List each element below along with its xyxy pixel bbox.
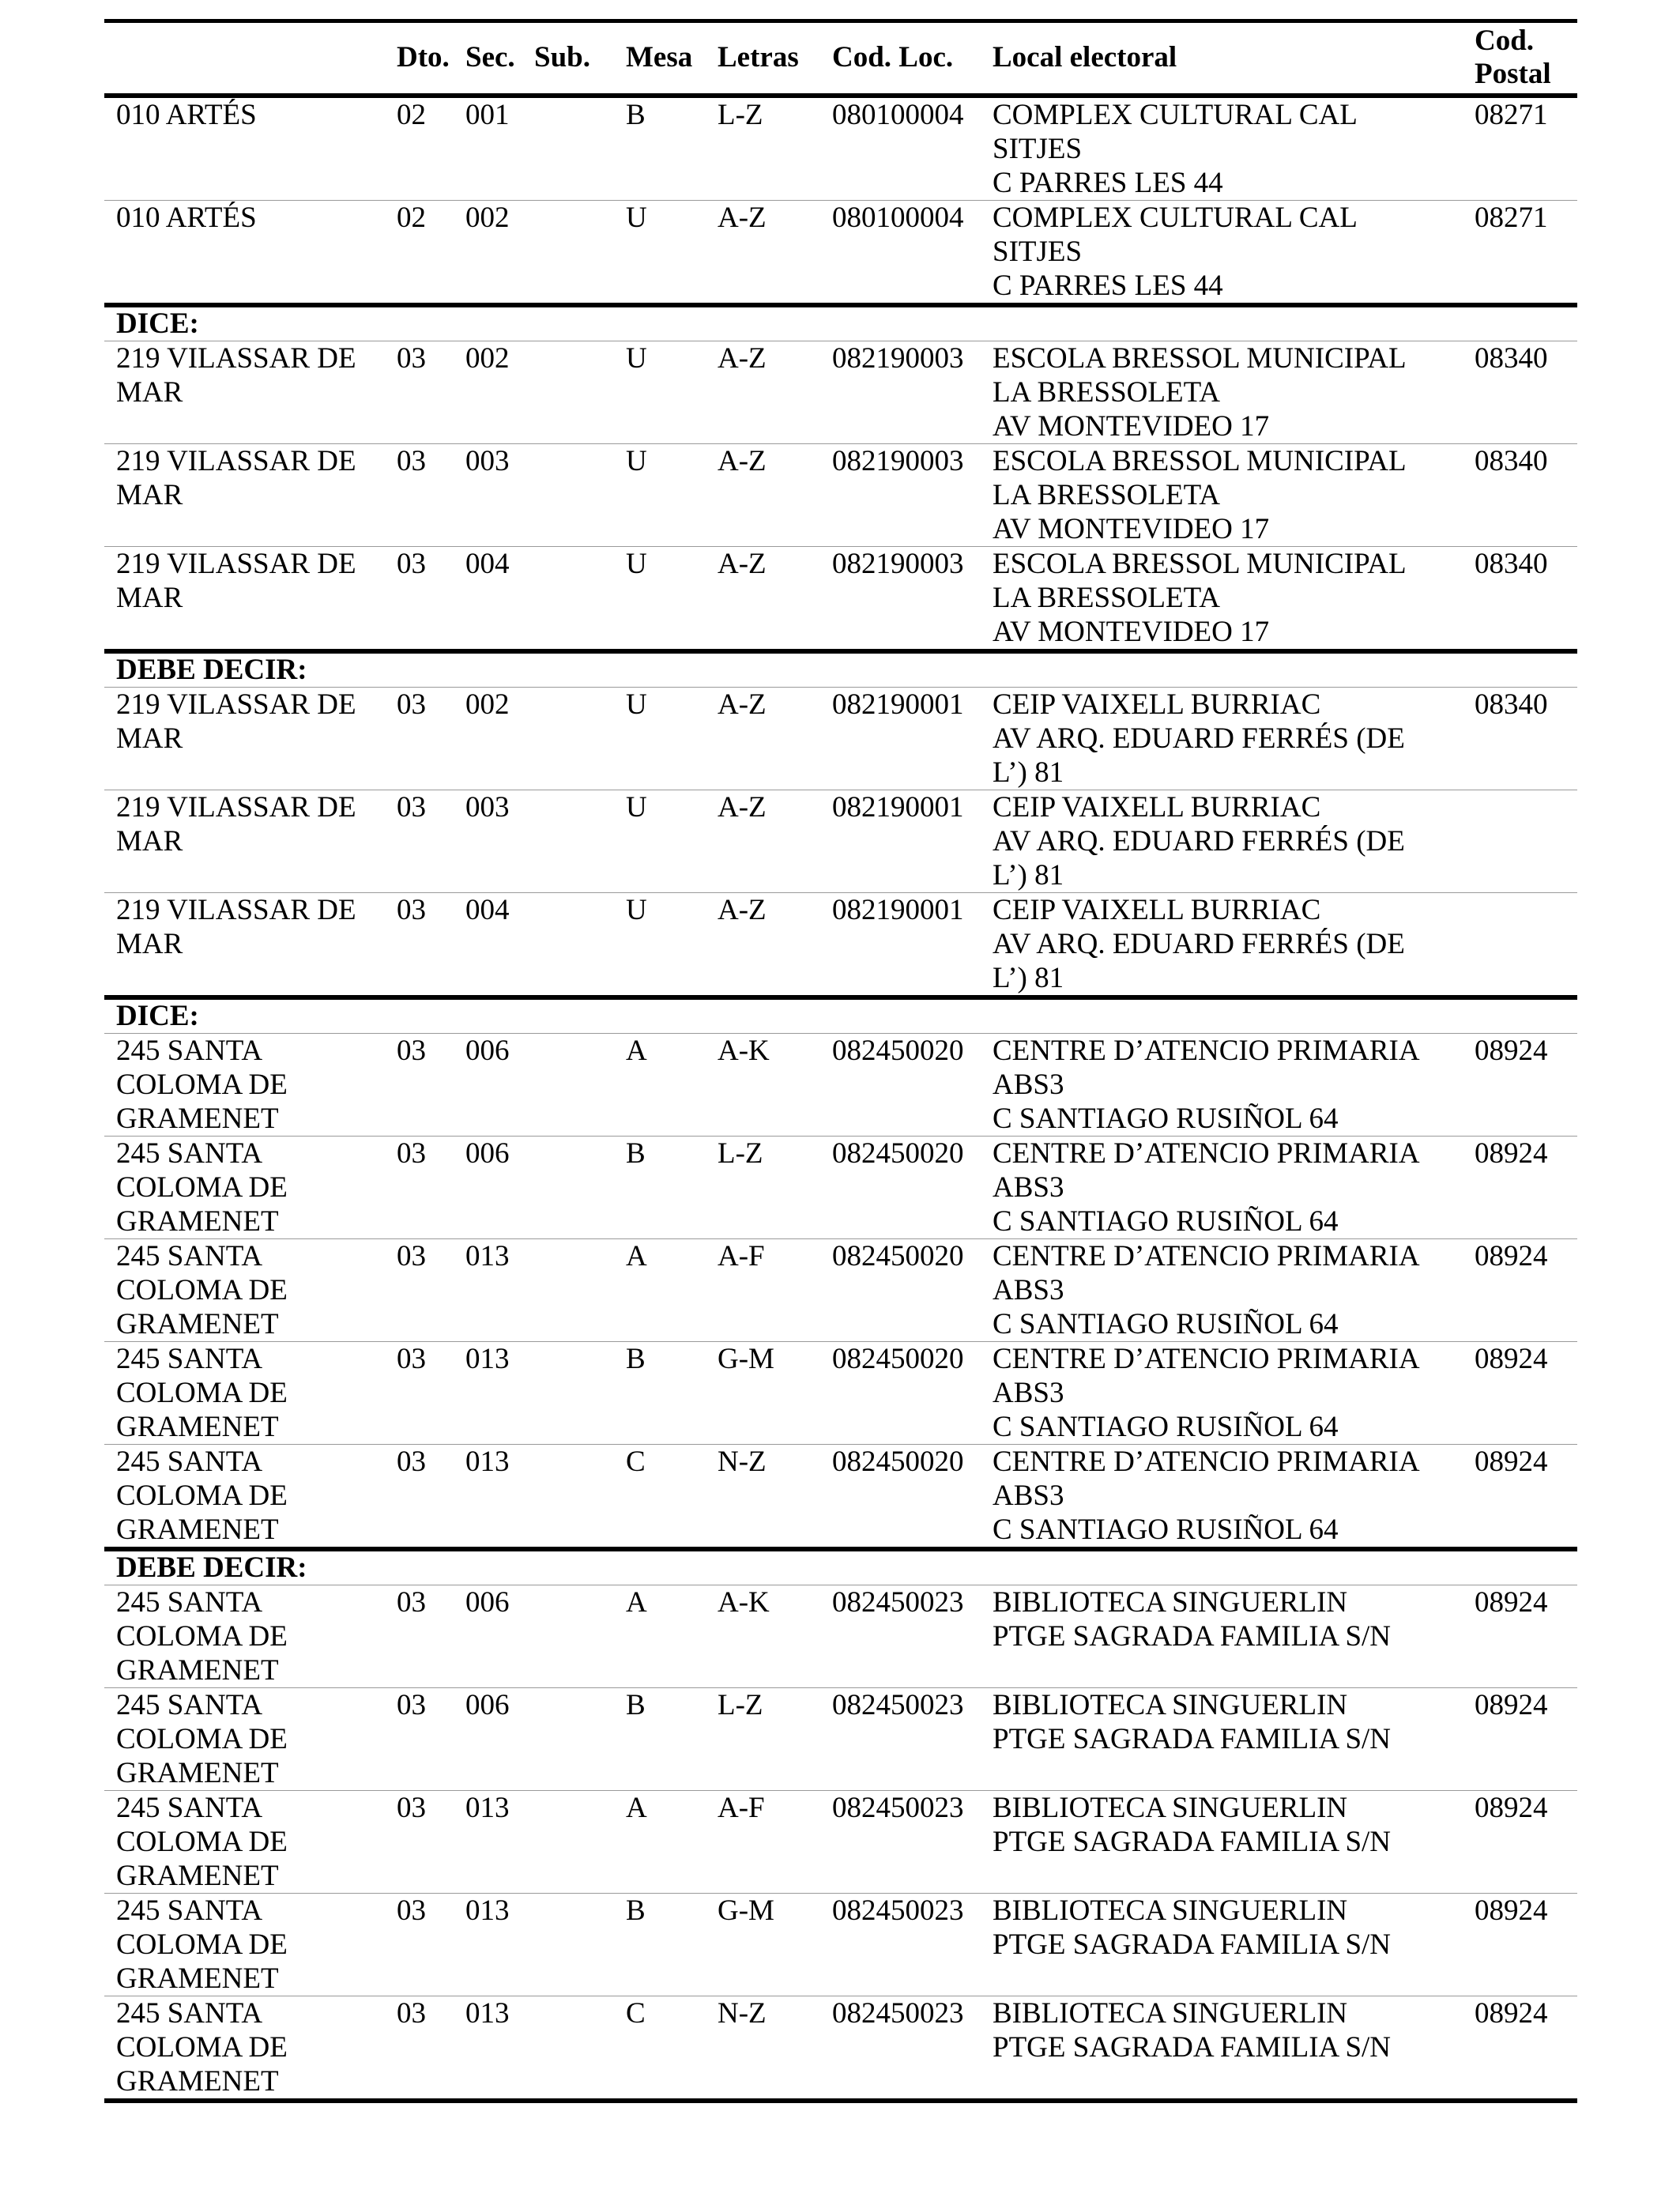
cell-dto: 03 bbox=[385, 1687, 454, 1790]
section-label: DICE: bbox=[104, 997, 1577, 1034]
cell-sec: 006 bbox=[454, 1585, 522, 1687]
cell-sub bbox=[522, 1585, 614, 1687]
cell-local-electoral: CENTRE D’ATENCIO PRIMARIA ABS3 C SANTIAGO RUSIÑOL 64 bbox=[981, 1444, 1463, 1549]
cell-local-electoral: CEIP VAIXELL BURRIAC AV ARQ. EDUARD FERRÉS (DE L’) 81 bbox=[981, 790, 1463, 892]
table-row bbox=[104, 200, 1577, 305]
cell-local-electoral: ESCOLA BRESSOL MUNICIPAL LA BRESSOLETA AV MONTEVIDEO 17 bbox=[981, 341, 1463, 443]
cell-cod-postal: 08924 bbox=[1463, 1585, 1577, 1687]
cell-municipio: 010 ARTÉS bbox=[104, 200, 385, 305]
cell-cod-postal: 08340 bbox=[1463, 687, 1577, 790]
cell-cod-loc: 082450020 bbox=[820, 1238, 981, 1341]
cell-cod-loc: 082450020 bbox=[820, 1033, 981, 1136]
cell-cod-loc: 082190001 bbox=[820, 790, 981, 892]
cell-cod-loc: 082190001 bbox=[820, 687, 981, 790]
cell-dto: 03 bbox=[385, 341, 454, 443]
section-label-row bbox=[104, 305, 1577, 341]
cell-mesa: U bbox=[614, 790, 706, 892]
cell-local-electoral: ESCOLA BRESSOL MUNICIPAL LA BRESSOLETA AV MONTEVIDEO 17 bbox=[981, 546, 1463, 651]
table-row bbox=[104, 1893, 1577, 1996]
cell-municipio: 010 ARTÉS bbox=[104, 96, 385, 201]
table-row bbox=[104, 1585, 1577, 1687]
header-letras: Letras bbox=[706, 21, 820, 96]
cell-municipio: 245 SANTA COLOMA DE GRAMENET bbox=[104, 1687, 385, 1790]
cell-cod-postal: 08271 bbox=[1463, 96, 1577, 201]
table-row bbox=[104, 1790, 1577, 1893]
cell-dto: 03 bbox=[385, 546, 454, 651]
cell-municipio: 219 VILASSAR DE MAR bbox=[104, 687, 385, 790]
cell-mesa: C bbox=[614, 1444, 706, 1549]
cell-local-electoral: ESCOLA BRESSOL MUNICIPAL LA BRESSOLETA AV MONTEVIDEO 17 bbox=[981, 443, 1463, 546]
cell-letras: A-F bbox=[706, 1790, 820, 1893]
cell-municipio: 219 VILASSAR DE MAR bbox=[104, 546, 385, 651]
cell-sub bbox=[522, 687, 614, 790]
cell-cod-loc: 082450020 bbox=[820, 1136, 981, 1238]
cell-mesa: U bbox=[614, 200, 706, 305]
cell-sub bbox=[522, 1136, 614, 1238]
cell-sub bbox=[522, 200, 614, 305]
table-row bbox=[104, 341, 1577, 443]
cell-municipio: 219 VILASSAR DE MAR bbox=[104, 443, 385, 546]
cell-local-electoral: CENTRE D’ATENCIO PRIMARIA ABS3 C SANTIAGO RUSIÑOL 64 bbox=[981, 1136, 1463, 1238]
cell-dto: 03 bbox=[385, 1996, 454, 2101]
cell-dto: 03 bbox=[385, 1893, 454, 1996]
cell-cod-postal: 08924 bbox=[1463, 1136, 1577, 1238]
cell-sec: 002 bbox=[454, 200, 522, 305]
cell-mesa: U bbox=[614, 687, 706, 790]
cell-sub bbox=[522, 1790, 614, 1893]
cell-sec: 006 bbox=[454, 1687, 522, 1790]
cell-local-electoral: BIBLIOTECA SINGUERLIN PTGE SAGRADA FAMILIA S/N bbox=[981, 1893, 1463, 1996]
cell-municipio: 245 SANTA COLOMA DE GRAMENET bbox=[104, 1790, 385, 1893]
cell-dto: 03 bbox=[385, 687, 454, 790]
header-mesa: Mesa bbox=[614, 21, 706, 96]
cell-letras: A-Z bbox=[706, 687, 820, 790]
cell-cod-postal: 08924 bbox=[1463, 1238, 1577, 1341]
table-row bbox=[104, 892, 1577, 997]
cell-cod-loc: 080100004 bbox=[820, 200, 981, 305]
cell-letras: L-Z bbox=[706, 1136, 820, 1238]
cell-sec: 006 bbox=[454, 1136, 522, 1238]
cell-cod-loc: 082450023 bbox=[820, 1585, 981, 1687]
cell-sec: 013 bbox=[454, 1996, 522, 2101]
cell-letras: A-Z bbox=[706, 341, 820, 443]
table-row bbox=[104, 1136, 1577, 1238]
section-label: DEBE DECIR: bbox=[104, 1549, 1577, 1585]
cell-dto: 03 bbox=[385, 892, 454, 997]
cell-letras: A-Z bbox=[706, 892, 820, 997]
cell-letras: N-Z bbox=[706, 1996, 820, 2101]
cell-sub bbox=[522, 546, 614, 651]
cell-cod-postal: 08924 bbox=[1463, 1687, 1577, 1790]
cell-mesa: U bbox=[614, 341, 706, 443]
cell-sec: 013 bbox=[454, 1790, 522, 1893]
cell-sub bbox=[522, 1687, 614, 1790]
cell-letras: A-Z bbox=[706, 443, 820, 546]
cell-letras: A-F bbox=[706, 1238, 820, 1341]
cell-sec: 004 bbox=[454, 892, 522, 997]
table-row bbox=[104, 1444, 1577, 1549]
section-label: DEBE DECIR: bbox=[104, 651, 1577, 688]
cell-sub bbox=[522, 341, 614, 443]
cell-cod-loc: 082190003 bbox=[820, 443, 981, 546]
cell-letras: N-Z bbox=[706, 1444, 820, 1549]
cell-sub bbox=[522, 1341, 614, 1444]
cell-sec: 013 bbox=[454, 1444, 522, 1549]
section-label-row bbox=[104, 651, 1577, 688]
header-sub: Sub. bbox=[522, 21, 614, 96]
cell-municipio: 245 SANTA COLOMA DE GRAMENET bbox=[104, 1996, 385, 2101]
cell-mesa: A bbox=[614, 1033, 706, 1136]
header-local-electoral: Local electoral bbox=[981, 21, 1463, 96]
cell-cod-postal: 08271 bbox=[1463, 200, 1577, 305]
cell-dto: 03 bbox=[385, 1790, 454, 1893]
cell-cod-postal: 08924 bbox=[1463, 1893, 1577, 1996]
cell-local-electoral: CENTRE D’ATENCIO PRIMARIA ABS3 C SANTIAGO RUSIÑOL 64 bbox=[981, 1341, 1463, 1444]
cell-letras: A-Z bbox=[706, 546, 820, 651]
cell-local-electoral: BIBLIOTECA SINGUERLIN PTGE SAGRADA FAMILIA S/N bbox=[981, 1996, 1463, 2101]
cell-mesa: A bbox=[614, 1790, 706, 1893]
cell-cod-postal: 08340 bbox=[1463, 341, 1577, 443]
cell-cod-postal: 08340 bbox=[1463, 443, 1577, 546]
cell-sub bbox=[522, 892, 614, 997]
cell-sub bbox=[522, 96, 614, 201]
cell-cod-loc: 082450023 bbox=[820, 1996, 981, 2101]
cell-cod-loc: 082190001 bbox=[820, 892, 981, 997]
cell-dto: 02 bbox=[385, 200, 454, 305]
cell-mesa: A bbox=[614, 1585, 706, 1687]
header-cod-loc: Cod. Loc. bbox=[820, 21, 981, 96]
cell-municipio: 219 VILASSAR DE MAR bbox=[104, 892, 385, 997]
cell-dto: 03 bbox=[385, 1444, 454, 1549]
table-row bbox=[104, 96, 1577, 201]
cell-sec: 013 bbox=[454, 1893, 522, 1996]
header-sec: Sec. bbox=[454, 21, 522, 96]
cell-dto: 03 bbox=[385, 1585, 454, 1687]
cell-municipio: 245 SANTA COLOMA DE GRAMENET bbox=[104, 1444, 385, 1549]
cell-mesa: B bbox=[614, 1893, 706, 1996]
cell-sec: 004 bbox=[454, 546, 522, 651]
cell-municipio: 245 SANTA COLOMA DE GRAMENET bbox=[104, 1238, 385, 1341]
table-row bbox=[104, 546, 1577, 651]
cell-letras: A-Z bbox=[706, 200, 820, 305]
table-row bbox=[104, 687, 1577, 790]
cell-sec: 003 bbox=[454, 443, 522, 546]
cell-local-electoral: COMPLEX CULTURAL CAL SITJES C PARRES LES 44 bbox=[981, 200, 1463, 305]
cell-letras: A-K bbox=[706, 1033, 820, 1136]
cell-dto: 03 bbox=[385, 1033, 454, 1136]
cell-sub bbox=[522, 1033, 614, 1136]
cell-sec: 013 bbox=[454, 1238, 522, 1341]
cell-local-electoral: BIBLIOTECA SINGUERLIN PTGE SAGRADA FAMILIA S/N bbox=[981, 1585, 1463, 1687]
cell-sub bbox=[522, 1893, 614, 1996]
cell-cod-loc: 082190003 bbox=[820, 341, 981, 443]
cell-mesa: B bbox=[614, 1341, 706, 1444]
table-row bbox=[104, 443, 1577, 546]
cell-local-electoral: CEIP VAIXELL BURRIAC AV ARQ. EDUARD FERRÉS (DE L’) 81 bbox=[981, 687, 1463, 790]
cell-municipio: 219 VILASSAR DE MAR bbox=[104, 790, 385, 892]
table-row bbox=[104, 1996, 1577, 2101]
cell-municipio: 245 SANTA COLOMA DE GRAMENET bbox=[104, 1341, 385, 1444]
cell-cod-loc: 080100004 bbox=[820, 96, 981, 201]
cell-municipio: 245 SANTA COLOMA DE GRAMENET bbox=[104, 1033, 385, 1136]
cell-cod-postal: 08924 bbox=[1463, 1341, 1577, 1444]
section-label-row bbox=[104, 1549, 1577, 1585]
cell-letras: A-Z bbox=[706, 790, 820, 892]
cell-dto: 03 bbox=[385, 1238, 454, 1341]
section-label: DICE: bbox=[104, 305, 1577, 341]
table-header-row bbox=[104, 21, 1577, 96]
cell-municipio: 245 SANTA COLOMA DE GRAMENET bbox=[104, 1585, 385, 1687]
cell-dto: 02 bbox=[385, 96, 454, 201]
cell-cod-postal: 08340 bbox=[1463, 546, 1577, 651]
cell-municipio: 245 SANTA COLOMA DE GRAMENET bbox=[104, 1136, 385, 1238]
table-body bbox=[104, 96, 1577, 2101]
cell-cod-loc: 082450023 bbox=[820, 1893, 981, 1996]
cell-municipio: 245 SANTA COLOMA DE GRAMENET bbox=[104, 1893, 385, 1996]
header-municipio bbox=[104, 21, 385, 96]
cell-mesa: C bbox=[614, 1996, 706, 2101]
cell-sub bbox=[522, 1238, 614, 1341]
header-cod-postal: Cod. Postal bbox=[1463, 21, 1577, 96]
table-row bbox=[104, 1238, 1577, 1341]
cell-local-electoral: BIBLIOTECA SINGUERLIN PTGE SAGRADA FAMILIA S/N bbox=[981, 1790, 1463, 1893]
cell-sec: 002 bbox=[454, 341, 522, 443]
cell-cod-postal: 08924 bbox=[1463, 1444, 1577, 1549]
cell-dto: 03 bbox=[385, 1341, 454, 1444]
cell-sub bbox=[522, 1996, 614, 2101]
cell-sec: 003 bbox=[454, 790, 522, 892]
cell-dto: 03 bbox=[385, 443, 454, 546]
cell-cod-postal: 08924 bbox=[1463, 1790, 1577, 1893]
cell-sec: 002 bbox=[454, 687, 522, 790]
cell-letras: G-M bbox=[706, 1341, 820, 1444]
cell-mesa: U bbox=[614, 546, 706, 651]
table-row bbox=[104, 1341, 1577, 1444]
section-label-row bbox=[104, 997, 1577, 1034]
cell-local-electoral: CENTRE D’ATENCIO PRIMARIA ABS3 C SANTIAGO RUSIÑOL 64 bbox=[981, 1033, 1463, 1136]
cell-mesa: U bbox=[614, 443, 706, 546]
cell-sub bbox=[522, 790, 614, 892]
cell-sub bbox=[522, 1444, 614, 1549]
cell-cod-loc: 082450023 bbox=[820, 1790, 981, 1893]
header-dto: Dto. bbox=[385, 21, 454, 96]
cell-local-electoral: CENTRE D’ATENCIO PRIMARIA ABS3 C SANTIAGO RUSIÑOL 64 bbox=[981, 1238, 1463, 1341]
cell-dto: 03 bbox=[385, 1136, 454, 1238]
cell-sec: 013 bbox=[454, 1341, 522, 1444]
cell-letras: L-Z bbox=[706, 1687, 820, 1790]
cell-letras: L-Z bbox=[706, 96, 820, 201]
cell-mesa: A bbox=[614, 1238, 706, 1341]
cell-dto: 03 bbox=[385, 790, 454, 892]
cell-local-electoral: BIBLIOTECA SINGUERLIN PTGE SAGRADA FAMILIA S/N bbox=[981, 1687, 1463, 1790]
cell-mesa: U bbox=[614, 892, 706, 997]
cell-cod-loc: 082450020 bbox=[820, 1444, 981, 1549]
table-row bbox=[104, 1687, 1577, 1790]
cell-cod-postal bbox=[1463, 892, 1577, 997]
cell-cod-postal: 08924 bbox=[1463, 1033, 1577, 1136]
cell-cod-loc: 082190003 bbox=[820, 546, 981, 651]
cell-mesa: B bbox=[614, 1687, 706, 1790]
cell-cod-postal bbox=[1463, 790, 1577, 892]
cell-mesa: B bbox=[614, 1136, 706, 1238]
table-row bbox=[104, 1033, 1577, 1136]
cell-mesa: B bbox=[614, 96, 706, 201]
cell-cod-loc: 082450020 bbox=[820, 1341, 981, 1444]
table-row bbox=[104, 790, 1577, 892]
cell-local-electoral: CEIP VAIXELL BURRIAC AV ARQ. EDUARD FERRÉS (DE L’) 81 bbox=[981, 892, 1463, 997]
cell-sec: 001 bbox=[454, 96, 522, 201]
cell-municipio: 219 VILASSAR DE MAR bbox=[104, 341, 385, 443]
cell-local-electoral: COMPLEX CULTURAL CAL SITJES C PARRES LES 44 bbox=[981, 96, 1463, 201]
cell-cod-postal: 08924 bbox=[1463, 1996, 1577, 2101]
cell-cod-loc: 082450023 bbox=[820, 1687, 981, 1790]
cell-letras: A-K bbox=[706, 1585, 820, 1687]
cell-sub bbox=[522, 443, 614, 546]
cell-sec: 006 bbox=[454, 1033, 522, 1136]
cell-letras: G-M bbox=[706, 1893, 820, 1996]
electoral-table bbox=[104, 19, 1577, 2103]
